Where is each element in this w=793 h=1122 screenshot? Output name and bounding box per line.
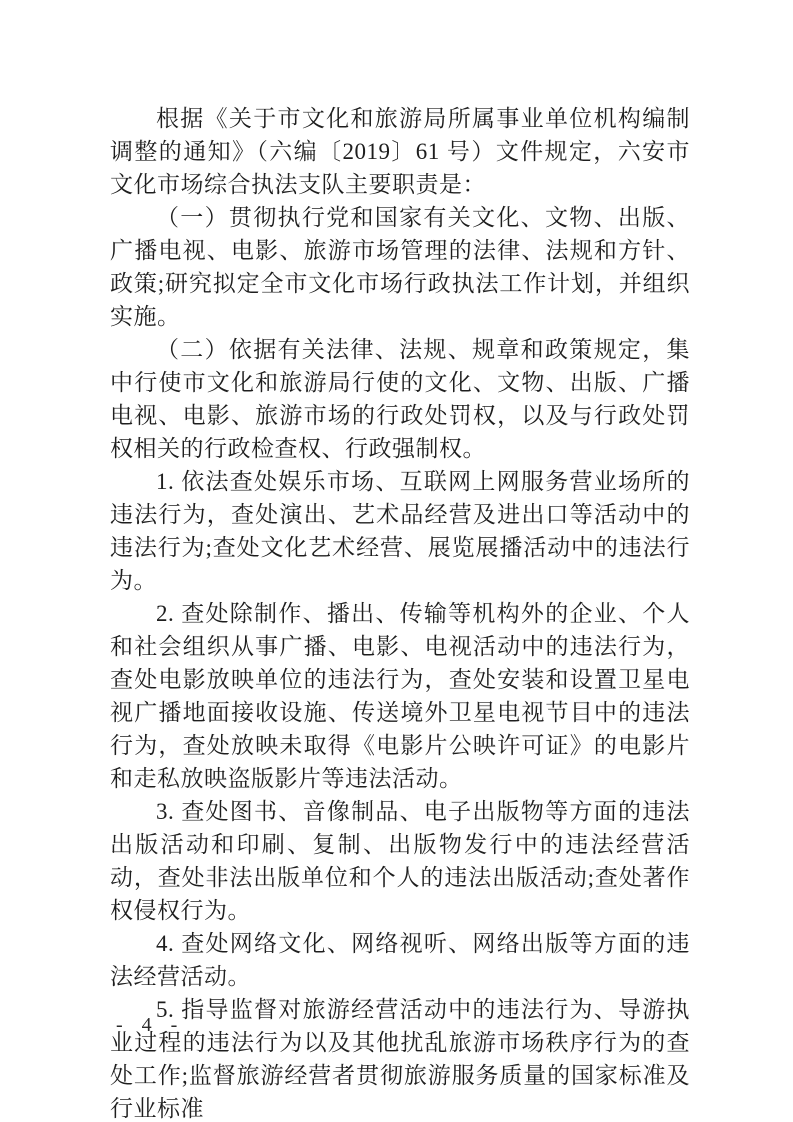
paragraph-duty-1: （一）贯彻执行党和国家有关文化、文物、出版、广播电视、电影、旅游市场管理的法律、法规和方针、政策;研究拟定全市文化市场行政执法工作计划，并组织实施。 (110, 205, 690, 329)
paragraph-duty-2: （二）依据有关法律、法规、规章和政策规定，集中行使市文化和旅游局行使的文化、文物、出版、广播电视、电影、旅游市场的行政处罚权，以及与行政处罚权相关的行政检查权、行政强制权。 (110, 337, 690, 461)
paragraph-item-5: 5. 指导监督对旅游经营活动中的违法行为、导游执业过程的违法行为以及其他扰乱旅游市场秩序行为的查处工作;监督旅游经营者贯彻旅游服务质量的国家标准及行业标准 (110, 997, 690, 1121)
paragraph-item-1: 1. 依法查处娱乐市场、互联网上网服务营业场所的违法行为，查处演出、艺术品经营及进出口等活动中的违法行为;查处文化艺术经营、展览展播活动中的违法行为。 (110, 469, 690, 593)
paragraph-item-3: 3. 查处图书、音像制品、电子出版物等方面的违法出版活动和印刷、复制、出版物发行中的违法经营活动，查处非法出版单位和个人的违法出版活动;查处著作权侵权行为。 (110, 799, 690, 923)
paragraph-item-2: 2. 查处除制作、播出、传输等机构外的企业、个人和社会组织从事广播、电影、电视活动中的违法行为，查处电影放映单位的违法行为，查处安装和设置卫星电视广播地面接收设施、传送境外卫星电视节目中的违法行为，查处放映未取得《电影片公映许可证》的电影片和走私放映盗版影片等违法活动。 (110, 601, 690, 791)
page-number: - 4 - (116, 1014, 185, 1036)
paragraph-basis-intro: 根据《关于市文化和旅游局所属事业单位机构编制调整的通知》（六编〔2019〕61 号）文件规定，六安市文化市场综合执法支队主要职责是： (110, 106, 690, 197)
document-body (110, 102, 690, 1122)
paragraph-item-4: 4. 查处网络文化、网络视听、网络出版等方面的违法经营活动。 (110, 931, 690, 989)
